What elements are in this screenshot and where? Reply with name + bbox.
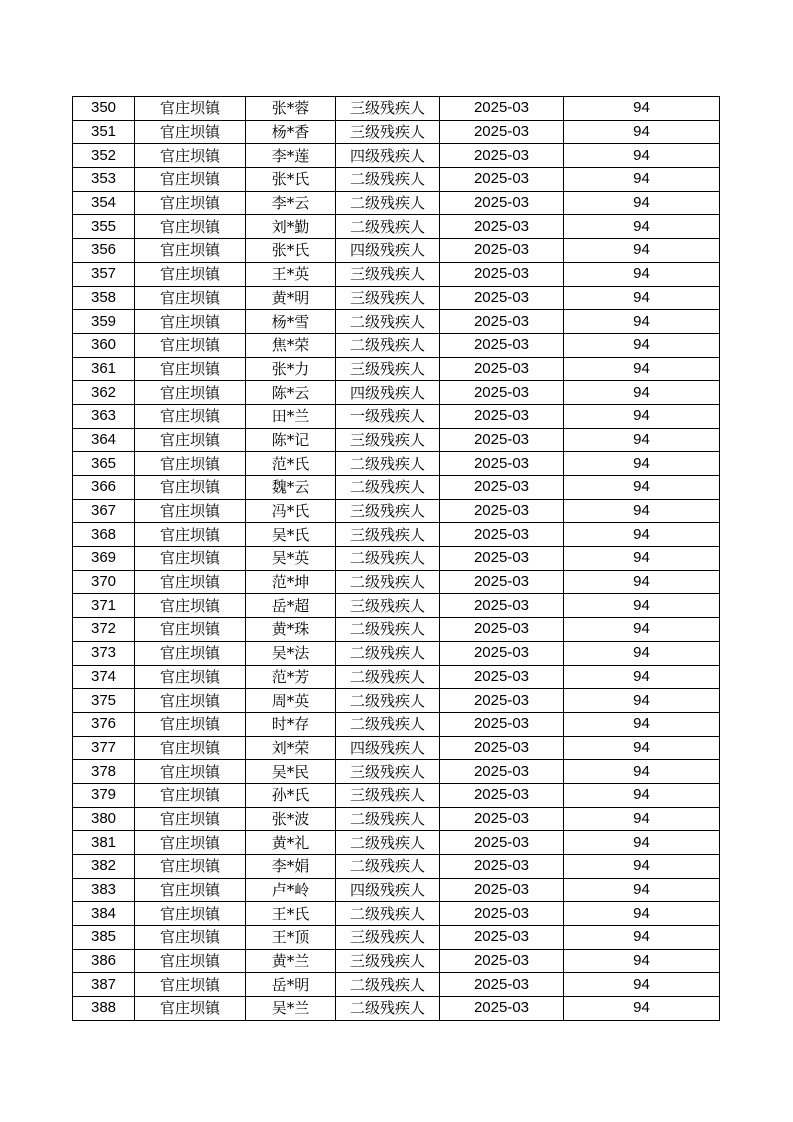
name-cell: 吴*兰 bbox=[246, 997, 336, 1021]
amount-cell: 94 bbox=[564, 641, 720, 665]
month-cell: 2025-03 bbox=[440, 262, 564, 286]
town-cell: 官庄坝镇 bbox=[135, 120, 246, 144]
table-row bbox=[73, 333, 720, 357]
month-cell: 2025-03 bbox=[440, 476, 564, 500]
town-cell: 官庄坝镇 bbox=[135, 641, 246, 665]
month-cell: 2025-03 bbox=[440, 404, 564, 428]
town-cell: 官庄坝镇 bbox=[135, 949, 246, 973]
amount-cell: 94 bbox=[564, 310, 720, 334]
month-cell: 2025-03 bbox=[440, 120, 564, 144]
row-number-cell: 366 bbox=[73, 476, 135, 500]
month-cell: 2025-03 bbox=[440, 973, 564, 997]
row-number-cell: 375 bbox=[73, 689, 135, 713]
disability-level-cell: 二级残疾人 bbox=[336, 855, 440, 879]
table-row bbox=[73, 665, 720, 689]
disability-level-cell: 四级残疾人 bbox=[336, 144, 440, 168]
row-number-cell: 364 bbox=[73, 428, 135, 452]
row-number-cell: 382 bbox=[73, 855, 135, 879]
amount-cell: 94 bbox=[564, 144, 720, 168]
table-row bbox=[73, 973, 720, 997]
disability-level-cell: 三级残疾人 bbox=[336, 357, 440, 381]
name-cell: 吴*法 bbox=[246, 641, 336, 665]
disability-level-cell: 三级残疾人 bbox=[336, 949, 440, 973]
town-cell: 官庄坝镇 bbox=[135, 807, 246, 831]
name-cell: 王*顶 bbox=[246, 926, 336, 950]
row-number-cell: 350 bbox=[73, 97, 135, 121]
amount-cell: 94 bbox=[564, 120, 720, 144]
town-cell: 官庄坝镇 bbox=[135, 215, 246, 239]
amount-cell: 94 bbox=[564, 404, 720, 428]
table-row bbox=[73, 736, 720, 760]
town-cell: 官庄坝镇 bbox=[135, 760, 246, 784]
town-cell: 官庄坝镇 bbox=[135, 144, 246, 168]
amount-cell: 94 bbox=[564, 783, 720, 807]
row-number-cell: 373 bbox=[73, 641, 135, 665]
month-cell: 2025-03 bbox=[440, 239, 564, 263]
month-cell: 2025-03 bbox=[440, 594, 564, 618]
name-cell: 李*娟 bbox=[246, 855, 336, 879]
row-number-cell: 363 bbox=[73, 404, 135, 428]
town-cell: 官庄坝镇 bbox=[135, 973, 246, 997]
disability-level-cell: 二级残疾人 bbox=[336, 215, 440, 239]
row-number-cell: 367 bbox=[73, 499, 135, 523]
amount-cell: 94 bbox=[564, 547, 720, 571]
disability-level-cell: 一级残疾人 bbox=[336, 404, 440, 428]
name-cell: 刘*荣 bbox=[246, 736, 336, 760]
row-number-cell: 372 bbox=[73, 618, 135, 642]
row-number-cell: 353 bbox=[73, 168, 135, 192]
amount-cell: 94 bbox=[564, 168, 720, 192]
amount-cell: 94 bbox=[564, 594, 720, 618]
table-row bbox=[73, 547, 720, 571]
row-number-cell: 362 bbox=[73, 381, 135, 405]
month-cell: 2025-03 bbox=[440, 878, 564, 902]
disability-level-cell: 二级残疾人 bbox=[336, 831, 440, 855]
town-cell: 官庄坝镇 bbox=[135, 191, 246, 215]
row-number-cell: 388 bbox=[73, 997, 135, 1021]
name-cell: 杨*雪 bbox=[246, 310, 336, 334]
name-cell: 卢*岭 bbox=[246, 878, 336, 902]
row-number-cell: 379 bbox=[73, 783, 135, 807]
name-cell: 周*英 bbox=[246, 689, 336, 713]
amount-cell: 94 bbox=[564, 949, 720, 973]
town-cell: 官庄坝镇 bbox=[135, 736, 246, 760]
month-cell: 2025-03 bbox=[440, 357, 564, 381]
month-cell: 2025-03 bbox=[440, 97, 564, 121]
name-cell: 张*力 bbox=[246, 357, 336, 381]
town-cell: 官庄坝镇 bbox=[135, 831, 246, 855]
disability-level-cell: 二级残疾人 bbox=[336, 191, 440, 215]
row-number-cell: 387 bbox=[73, 973, 135, 997]
table-row bbox=[73, 594, 720, 618]
table-row bbox=[73, 120, 720, 144]
month-cell: 2025-03 bbox=[440, 618, 564, 642]
month-cell: 2025-03 bbox=[440, 144, 564, 168]
month-cell: 2025-03 bbox=[440, 712, 564, 736]
name-cell: 张*波 bbox=[246, 807, 336, 831]
row-number-cell: 368 bbox=[73, 523, 135, 547]
row-number-cell: 374 bbox=[73, 665, 135, 689]
town-cell: 官庄坝镇 bbox=[135, 855, 246, 879]
month-cell: 2025-03 bbox=[440, 760, 564, 784]
table-row bbox=[73, 641, 720, 665]
table-row bbox=[73, 476, 720, 500]
table-row bbox=[73, 831, 720, 855]
disability-level-cell: 二级残疾人 bbox=[336, 689, 440, 713]
row-number-cell: 365 bbox=[73, 452, 135, 476]
table-row bbox=[73, 239, 720, 263]
town-cell: 官庄坝镇 bbox=[135, 476, 246, 500]
table-row bbox=[73, 760, 720, 784]
disability-level-cell: 三级残疾人 bbox=[336, 428, 440, 452]
town-cell: 官庄坝镇 bbox=[135, 926, 246, 950]
town-cell: 官庄坝镇 bbox=[135, 689, 246, 713]
month-cell: 2025-03 bbox=[440, 855, 564, 879]
name-cell: 张*氏 bbox=[246, 168, 336, 192]
month-cell: 2025-03 bbox=[440, 499, 564, 523]
disability-subsidy-table bbox=[72, 96, 720, 1021]
amount-cell: 94 bbox=[564, 997, 720, 1021]
table-row bbox=[73, 807, 720, 831]
table-row bbox=[73, 144, 720, 168]
town-cell: 官庄坝镇 bbox=[135, 381, 246, 405]
amount-cell: 94 bbox=[564, 618, 720, 642]
amount-cell: 94 bbox=[564, 333, 720, 357]
row-number-cell: 376 bbox=[73, 712, 135, 736]
name-cell: 范*氏 bbox=[246, 452, 336, 476]
town-cell: 官庄坝镇 bbox=[135, 997, 246, 1021]
table-row bbox=[73, 404, 720, 428]
table-row bbox=[73, 381, 720, 405]
disability-level-cell: 三级残疾人 bbox=[336, 594, 440, 618]
town-cell: 官庄坝镇 bbox=[135, 97, 246, 121]
table-row bbox=[73, 310, 720, 334]
disability-level-cell: 二级残疾人 bbox=[336, 452, 440, 476]
month-cell: 2025-03 bbox=[440, 333, 564, 357]
row-number-cell: 378 bbox=[73, 760, 135, 784]
name-cell: 吴*民 bbox=[246, 760, 336, 784]
amount-cell: 94 bbox=[564, 191, 720, 215]
amount-cell: 94 bbox=[564, 357, 720, 381]
disability-level-cell: 二级残疾人 bbox=[336, 641, 440, 665]
month-cell: 2025-03 bbox=[440, 452, 564, 476]
month-cell: 2025-03 bbox=[440, 689, 564, 713]
row-number-cell: 358 bbox=[73, 286, 135, 310]
amount-cell: 94 bbox=[564, 665, 720, 689]
town-cell: 官庄坝镇 bbox=[135, 594, 246, 618]
month-cell: 2025-03 bbox=[440, 902, 564, 926]
name-cell: 黄*明 bbox=[246, 286, 336, 310]
table-row bbox=[73, 712, 720, 736]
month-cell: 2025-03 bbox=[440, 286, 564, 310]
row-number-cell: 384 bbox=[73, 902, 135, 926]
amount-cell: 94 bbox=[564, 973, 720, 997]
table-row bbox=[73, 523, 720, 547]
table-row bbox=[73, 168, 720, 192]
month-cell: 2025-03 bbox=[440, 783, 564, 807]
name-cell: 王*英 bbox=[246, 262, 336, 286]
name-cell: 魏*云 bbox=[246, 476, 336, 500]
name-cell: 杨*香 bbox=[246, 120, 336, 144]
amount-cell: 94 bbox=[564, 570, 720, 594]
name-cell: 王*氏 bbox=[246, 902, 336, 926]
disability-level-cell: 二级残疾人 bbox=[336, 168, 440, 192]
disability-level-cell: 二级残疾人 bbox=[336, 333, 440, 357]
table-row bbox=[73, 286, 720, 310]
row-number-cell: 360 bbox=[73, 333, 135, 357]
table-row bbox=[73, 499, 720, 523]
month-cell: 2025-03 bbox=[440, 926, 564, 950]
amount-cell: 94 bbox=[564, 689, 720, 713]
town-cell: 官庄坝镇 bbox=[135, 878, 246, 902]
row-number-cell: 356 bbox=[73, 239, 135, 263]
town-cell: 官庄坝镇 bbox=[135, 783, 246, 807]
name-cell: 范*坤 bbox=[246, 570, 336, 594]
table-row bbox=[73, 97, 720, 121]
row-number-cell: 355 bbox=[73, 215, 135, 239]
name-cell: 孙*氏 bbox=[246, 783, 336, 807]
month-cell: 2025-03 bbox=[440, 949, 564, 973]
amount-cell: 94 bbox=[564, 926, 720, 950]
town-cell: 官庄坝镇 bbox=[135, 286, 246, 310]
row-number-cell: 357 bbox=[73, 262, 135, 286]
month-cell: 2025-03 bbox=[440, 428, 564, 452]
name-cell: 吴*氏 bbox=[246, 523, 336, 547]
name-cell: 范*芳 bbox=[246, 665, 336, 689]
amount-cell: 94 bbox=[564, 215, 720, 239]
name-cell: 田*兰 bbox=[246, 404, 336, 428]
row-number-cell: 351 bbox=[73, 120, 135, 144]
amount-cell: 94 bbox=[564, 428, 720, 452]
month-cell: 2025-03 bbox=[440, 665, 564, 689]
disability-level-cell: 三级残疾人 bbox=[336, 783, 440, 807]
table-row bbox=[73, 215, 720, 239]
town-cell: 官庄坝镇 bbox=[135, 499, 246, 523]
disability-level-cell: 二级残疾人 bbox=[336, 547, 440, 571]
row-number-cell: 370 bbox=[73, 570, 135, 594]
disability-level-cell: 二级残疾人 bbox=[336, 665, 440, 689]
disability-level-cell: 二级残疾人 bbox=[336, 570, 440, 594]
month-cell: 2025-03 bbox=[440, 641, 564, 665]
name-cell: 岳*超 bbox=[246, 594, 336, 618]
table-row bbox=[73, 191, 720, 215]
name-cell: 陈*记 bbox=[246, 428, 336, 452]
town-cell: 官庄坝镇 bbox=[135, 452, 246, 476]
name-cell: 焦*荣 bbox=[246, 333, 336, 357]
row-number-cell: 380 bbox=[73, 807, 135, 831]
amount-cell: 94 bbox=[564, 523, 720, 547]
town-cell: 官庄坝镇 bbox=[135, 902, 246, 926]
amount-cell: 94 bbox=[564, 381, 720, 405]
disability-level-cell: 二级残疾人 bbox=[336, 476, 440, 500]
town-cell: 官庄坝镇 bbox=[135, 333, 246, 357]
disability-level-cell: 四级残疾人 bbox=[336, 239, 440, 263]
amount-cell: 94 bbox=[564, 97, 720, 121]
table-row bbox=[73, 618, 720, 642]
amount-cell: 94 bbox=[564, 476, 720, 500]
name-cell: 陈*云 bbox=[246, 381, 336, 405]
table-row bbox=[73, 783, 720, 807]
town-cell: 官庄坝镇 bbox=[135, 357, 246, 381]
amount-cell: 94 bbox=[564, 902, 720, 926]
town-cell: 官庄坝镇 bbox=[135, 570, 246, 594]
name-cell: 黄*兰 bbox=[246, 949, 336, 973]
row-number-cell: 361 bbox=[73, 357, 135, 381]
amount-cell: 94 bbox=[564, 712, 720, 736]
table-row bbox=[73, 926, 720, 950]
disability-level-cell: 三级残疾人 bbox=[336, 926, 440, 950]
town-cell: 官庄坝镇 bbox=[135, 310, 246, 334]
disability-level-cell: 三级残疾人 bbox=[336, 760, 440, 784]
row-number-cell: 371 bbox=[73, 594, 135, 618]
town-cell: 官庄坝镇 bbox=[135, 239, 246, 263]
name-cell: 刘*勤 bbox=[246, 215, 336, 239]
row-number-cell: 381 bbox=[73, 831, 135, 855]
name-cell: 张*氏 bbox=[246, 239, 336, 263]
amount-cell: 94 bbox=[564, 736, 720, 760]
month-cell: 2025-03 bbox=[440, 831, 564, 855]
name-cell: 李*莲 bbox=[246, 144, 336, 168]
town-cell: 官庄坝镇 bbox=[135, 665, 246, 689]
table-body bbox=[73, 97, 720, 1021]
disability-level-cell: 二级残疾人 bbox=[336, 618, 440, 642]
name-cell: 时*存 bbox=[246, 712, 336, 736]
amount-cell: 94 bbox=[564, 878, 720, 902]
table-row bbox=[73, 949, 720, 973]
disability-level-cell: 三级残疾人 bbox=[336, 523, 440, 547]
amount-cell: 94 bbox=[564, 286, 720, 310]
town-cell: 官庄坝镇 bbox=[135, 523, 246, 547]
town-cell: 官庄坝镇 bbox=[135, 404, 246, 428]
table-row bbox=[73, 428, 720, 452]
disability-level-cell: 二级残疾人 bbox=[336, 997, 440, 1021]
name-cell: 黄*礼 bbox=[246, 831, 336, 855]
table-row bbox=[73, 452, 720, 476]
month-cell: 2025-03 bbox=[440, 807, 564, 831]
table-row bbox=[73, 878, 720, 902]
month-cell: 2025-03 bbox=[440, 997, 564, 1021]
amount-cell: 94 bbox=[564, 831, 720, 855]
amount-cell: 94 bbox=[564, 262, 720, 286]
row-number-cell: 369 bbox=[73, 547, 135, 571]
disability-level-cell: 二级残疾人 bbox=[336, 973, 440, 997]
amount-cell: 94 bbox=[564, 239, 720, 263]
disability-level-cell: 四级残疾人 bbox=[336, 736, 440, 760]
row-number-cell: 359 bbox=[73, 310, 135, 334]
month-cell: 2025-03 bbox=[440, 168, 564, 192]
town-cell: 官庄坝镇 bbox=[135, 712, 246, 736]
disability-level-cell: 四级残疾人 bbox=[336, 878, 440, 902]
month-cell: 2025-03 bbox=[440, 547, 564, 571]
town-cell: 官庄坝镇 bbox=[135, 618, 246, 642]
name-cell: 冯*氏 bbox=[246, 499, 336, 523]
disability-level-cell: 三级残疾人 bbox=[336, 286, 440, 310]
row-number-cell: 352 bbox=[73, 144, 135, 168]
table-row bbox=[73, 357, 720, 381]
month-cell: 2025-03 bbox=[440, 191, 564, 215]
table-row bbox=[73, 262, 720, 286]
name-cell: 李*云 bbox=[246, 191, 336, 215]
row-number-cell: 386 bbox=[73, 949, 135, 973]
town-cell: 官庄坝镇 bbox=[135, 168, 246, 192]
month-cell: 2025-03 bbox=[440, 215, 564, 239]
row-number-cell: 385 bbox=[73, 926, 135, 950]
disability-level-cell: 三级残疾人 bbox=[336, 499, 440, 523]
disability-level-cell: 二级残疾人 bbox=[336, 807, 440, 831]
town-cell: 官庄坝镇 bbox=[135, 428, 246, 452]
month-cell: 2025-03 bbox=[440, 523, 564, 547]
amount-cell: 94 bbox=[564, 855, 720, 879]
table-row bbox=[73, 997, 720, 1021]
name-cell: 张*蓉 bbox=[246, 97, 336, 121]
town-cell: 官庄坝镇 bbox=[135, 547, 246, 571]
table-row bbox=[73, 902, 720, 926]
row-number-cell: 377 bbox=[73, 736, 135, 760]
disability-level-cell: 二级残疾人 bbox=[336, 902, 440, 926]
disability-level-cell: 三级残疾人 bbox=[336, 120, 440, 144]
row-number-cell: 354 bbox=[73, 191, 135, 215]
name-cell: 黄*珠 bbox=[246, 618, 336, 642]
town-cell: 官庄坝镇 bbox=[135, 262, 246, 286]
disability-level-cell: 二级残疾人 bbox=[336, 310, 440, 334]
amount-cell: 94 bbox=[564, 499, 720, 523]
month-cell: 2025-03 bbox=[440, 570, 564, 594]
table-row bbox=[73, 855, 720, 879]
disability-level-cell: 三级残疾人 bbox=[336, 97, 440, 121]
disability-level-cell: 四级残疾人 bbox=[336, 381, 440, 405]
name-cell: 吴*英 bbox=[246, 547, 336, 571]
amount-cell: 94 bbox=[564, 760, 720, 784]
month-cell: 2025-03 bbox=[440, 736, 564, 760]
table-row bbox=[73, 570, 720, 594]
name-cell: 岳*明 bbox=[246, 973, 336, 997]
amount-cell: 94 bbox=[564, 452, 720, 476]
amount-cell: 94 bbox=[564, 807, 720, 831]
table-row bbox=[73, 689, 720, 713]
disability-level-cell: 三级残疾人 bbox=[336, 262, 440, 286]
month-cell: 2025-03 bbox=[440, 381, 564, 405]
disability-level-cell: 二级残疾人 bbox=[336, 712, 440, 736]
row-number-cell: 383 bbox=[73, 878, 135, 902]
month-cell: 2025-03 bbox=[440, 310, 564, 334]
